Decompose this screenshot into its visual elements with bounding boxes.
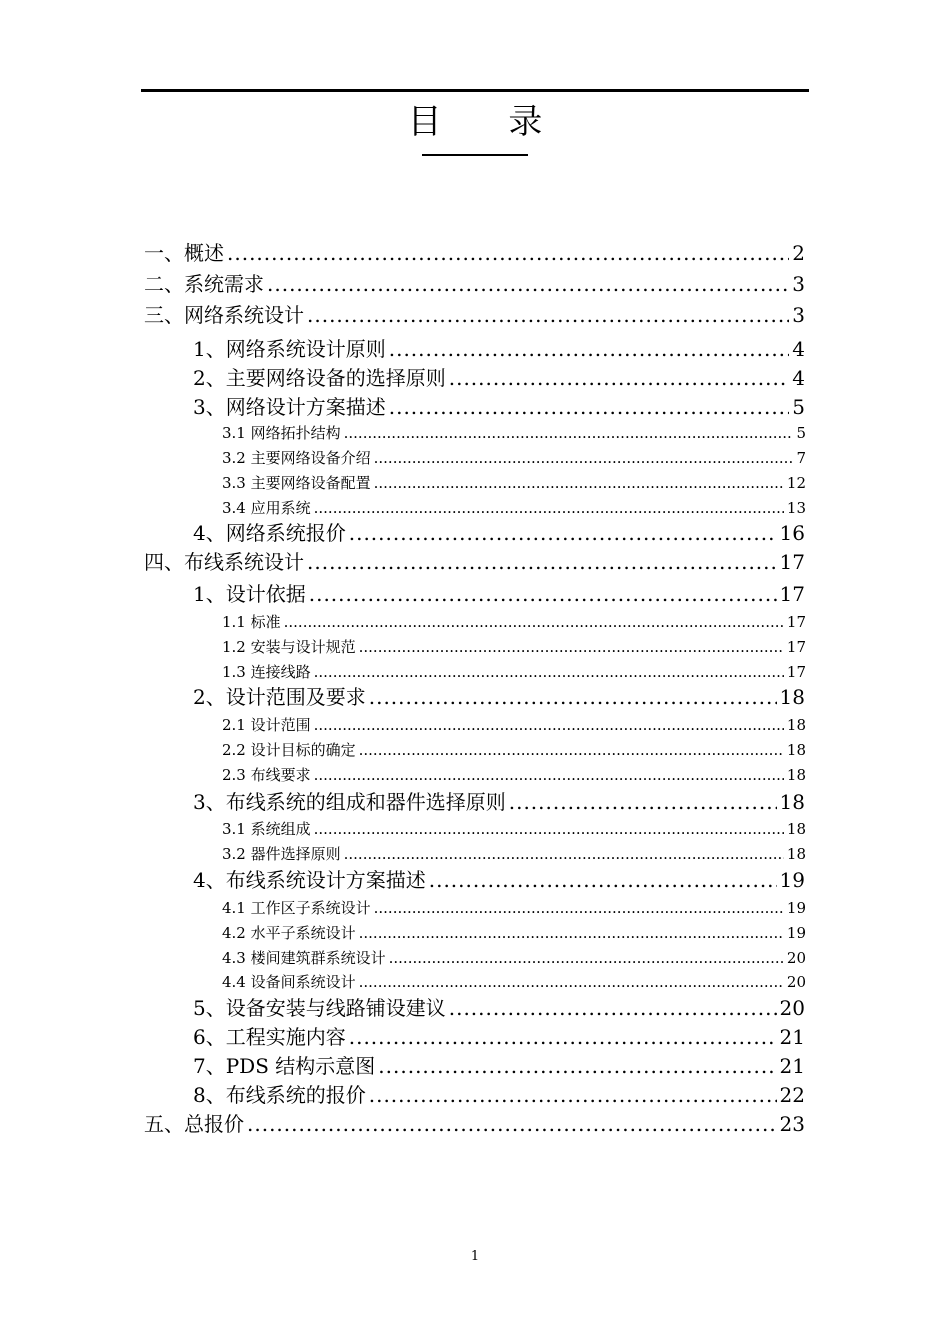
toc-entry-label: 4、布线系统设计方案描述: [193, 868, 426, 892]
toc-dot-leader: [509, 790, 777, 814]
toc-entry-label: 1、设计依据: [193, 582, 306, 606]
toc-entry[interactable]: [193, 786, 805, 812]
toc-entry-label: 3.4 应用系统: [222, 499, 311, 517]
toc-dot-leader: [284, 613, 784, 631]
toc-entry[interactable]: [222, 611, 806, 631]
toc-entry-label: 3.2 器件选择原则: [222, 845, 341, 863]
toc-dot-leader: [314, 766, 784, 784]
toc-entry[interactable]: [222, 818, 806, 838]
toc-entry[interactable]: [222, 661, 806, 681]
toc-dot-leader: [227, 241, 789, 265]
toc-dot-leader: [307, 303, 789, 327]
toc-entry[interactable]: [144, 546, 805, 572]
toc-entry[interactable]: [222, 497, 806, 517]
toc-entry-label: 3.3 主要网络设备配置: [222, 474, 371, 492]
toc-entry[interactable]: [222, 714, 806, 734]
page-number: 1: [470, 1249, 480, 1264]
toc-entry[interactable]: [222, 947, 806, 967]
toc-entry-label: 2.2 设计目标的确定: [222, 741, 356, 759]
toc-entry-label: 4、网络系统报价: [193, 521, 346, 545]
toc-dot-leader: [369, 685, 777, 709]
toc-dot-leader: [314, 716, 784, 734]
toc-entry-page: 12: [786, 474, 806, 492]
toc-entry-label: 1.2 安装与设计规范: [222, 638, 356, 656]
toc-entry[interactable]: [193, 517, 805, 543]
toc-dot-leader: [389, 395, 790, 419]
toc-entry-page: 18: [786, 845, 806, 863]
toc-dot-leader: [429, 868, 777, 892]
toc-dot-leader: [314, 820, 784, 838]
toc-entry[interactable]: [193, 391, 805, 417]
toc-entry[interactable]: [222, 636, 806, 656]
toc-entry-page: 20: [779, 996, 805, 1020]
toc-dot-leader: [359, 973, 784, 991]
toc-entry[interactable]: [222, 422, 806, 442]
toc-entry-page: 17: [786, 638, 806, 656]
toc-entry[interactable]: [222, 897, 806, 917]
toc-entry-page: 13: [786, 499, 806, 517]
toc-dot-leader: [344, 424, 794, 442]
toc-dot-leader: [359, 924, 784, 942]
toc-entry[interactable]: [222, 922, 806, 942]
toc-dot-leader: [349, 1025, 777, 1049]
toc-dot-leader: [389, 949, 784, 967]
toc-entry-page: 2: [792, 241, 805, 265]
toc-dot-leader: [449, 366, 790, 390]
toc-dot-leader: [344, 845, 784, 863]
toc-entry-page: 20: [786, 973, 806, 991]
toc-entry[interactable]: [144, 1108, 805, 1134]
toc-entry[interactable]: [193, 864, 805, 890]
toc-entry-label: 4.3 楼间建筑群系统设计: [222, 949, 386, 967]
toc-entry[interactable]: [193, 1021, 805, 1047]
toc-entry-label: 四、布线系统设计: [144, 550, 304, 574]
toc-dot-leader: [374, 449, 794, 467]
toc-entry[interactable]: [144, 237, 805, 263]
toc-entry-page: 22: [779, 1083, 805, 1107]
toc-entry[interactable]: [193, 992, 805, 1018]
toc-entry[interactable]: [144, 299, 805, 325]
toc-entry[interactable]: [193, 1079, 805, 1105]
toc-entry-label: 一、概述: [144, 241, 224, 265]
toc-entry-page: 19: [779, 868, 805, 892]
toc-entry-page: 23: [779, 1112, 805, 1136]
toc-dot-leader: [359, 638, 784, 656]
toc-entry-label: 2、主要网络设备的选择原则: [193, 366, 446, 390]
toc-entry-page: 4: [792, 366, 805, 390]
toc-entry[interactable]: [222, 739, 806, 759]
toc-entry[interactable]: [222, 971, 806, 991]
toc-entry-page: 17: [786, 613, 806, 631]
toc-entry-page: 18: [786, 766, 806, 784]
toc-entry-page: 5: [796, 424, 806, 442]
toc-dot-leader: [314, 499, 784, 517]
toc-dot-leader: [449, 996, 777, 1020]
toc-entry-label: 8、布线系统的报价: [193, 1083, 366, 1107]
toc-dot-leader: [389, 337, 790, 361]
toc-entry-page: 20: [786, 949, 806, 967]
toc-entry-label: 二、系统需求: [144, 272, 264, 296]
toc-dot-leader: [307, 550, 777, 574]
toc-entry-page: 18: [786, 716, 806, 734]
toc-dot-leader: [309, 582, 777, 606]
toc-entry-page: 5: [792, 395, 805, 419]
toc-entry-label: 4.2 水平子系统设计: [222, 924, 356, 942]
toc-entry-label: 3、网络设计方案描述: [193, 395, 386, 419]
toc-entry-page: 19: [786, 899, 806, 917]
toc-entry-label: 7、PDS 结构示意图: [193, 1054, 376, 1078]
toc-entry-label: 2、设计范围及要求: [193, 685, 366, 709]
toc-entry-page: 7: [796, 449, 806, 467]
toc-entry-page: 19: [786, 924, 806, 942]
toc-entry-label: 4.1 工作区子系统设计: [222, 899, 371, 917]
toc-dot-leader: [314, 663, 784, 681]
toc-entry[interactable]: [222, 764, 806, 784]
toc-entry-page: 4: [792, 337, 805, 361]
toc-entry[interactable]: [193, 333, 805, 359]
toc-entry-label: 2.1 设计范围: [222, 716, 311, 734]
toc-dot-leader: [359, 741, 784, 759]
toc-entry-page: 21: [779, 1054, 805, 1078]
toc-dot-leader: [369, 1083, 777, 1107]
toc-dot-leader: [374, 899, 784, 917]
toc-entry-label: 1.3 连接线路: [222, 663, 311, 681]
toc-entry-page: 18: [786, 741, 806, 759]
toc-entry-label: 5、设备安装与线路铺设建议: [193, 996, 446, 1020]
toc-entry-label: 4.4 设备间系统设计: [222, 973, 356, 991]
toc-entry-page: 18: [786, 820, 806, 838]
toc-entry-page: 17: [786, 663, 806, 681]
toc-entry-label: 3、布线系统的组成和器件选择原则: [193, 790, 506, 814]
toc-entry[interactable]: [222, 447, 806, 467]
toc-entry-page: 3: [792, 303, 805, 327]
toc-entry-page: 18: [779, 790, 805, 814]
toc-entry[interactable]: [193, 362, 805, 388]
toc-entry-page: 17: [779, 582, 805, 606]
toc-entry-label: 3.2 主要网络设备介绍: [222, 449, 371, 467]
toc-dot-leader: [267, 272, 789, 296]
toc-entry[interactable]: [222, 472, 806, 492]
toc-dot-leader: [349, 521, 777, 545]
toc-entry-label: 6、工程实施内容: [193, 1025, 346, 1049]
toc-entry-label: 3.1 系统组成: [222, 820, 311, 838]
toc-entry-label: 2.3 布线要求: [222, 766, 311, 784]
toc-dot-leader: [378, 1054, 776, 1078]
toc-entry[interactable]: [193, 681, 805, 707]
toc-entry[interactable]: [193, 1050, 805, 1076]
toc-entry-page: 3: [792, 272, 805, 296]
toc-entry-label: 五、总报价: [144, 1112, 244, 1136]
toc-dot-leader: [374, 474, 784, 492]
toc-entry-page: 21: [779, 1025, 805, 1049]
toc-entry-label: 三、网络系统设计: [144, 303, 304, 327]
toc-entry-label: 3.1 网络拓扑结构: [222, 424, 341, 442]
toc-entry-page: 18: [779, 685, 805, 709]
page-title: 目 录: [407, 102, 571, 142]
toc-entry-label: 1.1 标准: [222, 613, 281, 631]
toc-entry-page: 17: [779, 550, 805, 574]
toc-entry[interactable]: [193, 578, 805, 604]
toc-entry-label: 1、网络系统设计原则: [193, 337, 386, 361]
toc-dot-leader: [247, 1112, 777, 1136]
toc-entry-page: 16: [779, 521, 805, 545]
toc-entry[interactable]: [222, 843, 806, 863]
toc-entry[interactable]: [144, 268, 805, 294]
